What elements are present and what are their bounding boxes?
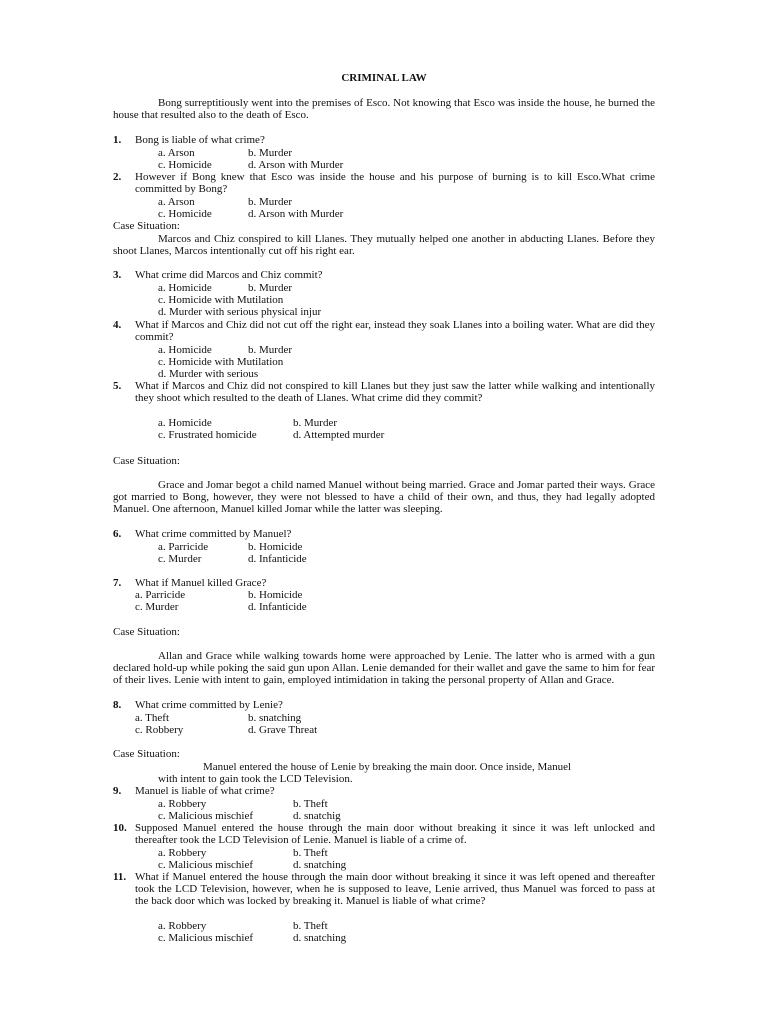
option-c: c. Homicide [158, 159, 212, 171]
option-d: d. Attempted murder [293, 429, 385, 441]
question-text: What crime committed by Manuel? [135, 528, 292, 540]
question-text: What if Marcos and Chiz did not conspired to kill Llanes but they just saw the latter while walking and intentionally they shoot which resulted to the death of Llanes. What crime did they commit? [135, 380, 655, 405]
question-8 [113, 699, 655, 711]
option-b: b. Theft [293, 847, 328, 859]
option-d: d. Grave Threat [248, 724, 318, 736]
case-text-line-2: with intent to gain took the LCD Television. [158, 773, 353, 785]
option-d: d. Arson with Murder [248, 208, 344, 220]
question-number: 10. [113, 822, 127, 834]
option-a: a. Robbery [158, 798, 207, 810]
question-number: 4. [113, 319, 122, 331]
option-d: d. Murder with serious [158, 368, 259, 380]
question-number: 5. [113, 380, 122, 392]
option-b: b. snatching [248, 712, 302, 724]
case-situation-label: Case Situation: [113, 626, 180, 638]
option-a: a. Homicide [158, 344, 212, 356]
option-c: c. Frustrated homicide [158, 429, 257, 441]
case-text: Marcos and Chiz conspired to kill Llanes. They mutually helped one another in abducting Llanes. Before they shoot Llanes, Marcos intentionally cut off his right ear. [113, 233, 655, 258]
question-7 [113, 577, 655, 589]
question-5 [113, 380, 655, 404]
question-3 [113, 269, 655, 281]
case-situation-label: Case Situation: [113, 455, 180, 467]
question-number: 2. [113, 171, 122, 183]
option-c: c. Homicide with Mutilation [158, 294, 284, 306]
option-d: d. snatchig [293, 810, 341, 822]
question-number: 11. [113, 871, 127, 883]
option-b: b. Murder [248, 282, 292, 294]
question-1 [113, 134, 655, 146]
question-text: What if Manuel entered the house through the main door without breaking it since it was left opened and thereafter took the LCD Television, however, when he is supposed to leave, Lenie arrived, thus Manuel was forced to pass at the back door which was locked by breaking it. Manuel is liable of what crime? [135, 871, 655, 908]
option-d: d. snatching [293, 932, 347, 944]
question-4 [113, 319, 655, 343]
intro-text: Bong surreptitiously went into the premises of Esco. Not knowing that Esco was inside the house, he burned the house that resulted also to the death of Esco. [113, 97, 655, 122]
question-number: 8. [113, 699, 122, 711]
option-d: d. Infanticide [248, 553, 307, 565]
question-10 [113, 822, 655, 846]
case-situation-label: Case Situation: [113, 220, 180, 232]
option-a: a. Theft [135, 712, 170, 724]
option-c: c. Murder [135, 601, 179, 613]
option-a: a. Arson [158, 196, 195, 208]
option-a: a. Robbery [158, 920, 207, 932]
option-a: a. Homicide [158, 282, 212, 294]
intro-paragraph [113, 97, 655, 121]
question-number: 6. [113, 528, 122, 540]
question-text: Supposed Manuel entered the house through the main door without breaking it since it was left unlocked and thereafter took the LCD Television of Lenie. Manuel is liable of a crime of. [135, 822, 655, 847]
question-number: 1. [113, 134, 122, 146]
case-text: Grace and Jomar begot a child named Manuel without being married. Grace and Jomar parted their ways. Grace got married to Bong, however, they were not blessed to have a child of their own, and thus, they had legally adopted Manuel. One afternoon, Manuel killed Jomar while the latter was sleeping. [113, 479, 655, 516]
option-c: c. Robbery [135, 724, 184, 736]
option-c: c. Homicide [158, 208, 212, 220]
question-9 [113, 785, 655, 797]
option-b: b. Murder [248, 147, 292, 159]
question-number: 7. [113, 577, 122, 589]
option-b: b. Murder [293, 417, 337, 429]
case-text-line-1: Manuel entered the house of Lenie by breaking the main door. Once inside, Manuel [203, 761, 572, 773]
option-b: b. Theft [293, 920, 328, 932]
option-b: b. Theft [293, 798, 328, 810]
question-text: What if Manuel killed Grace? [135, 577, 267, 589]
option-c: c. Homicide with Mutilation [158, 356, 284, 368]
option-a: a. Robbery [158, 847, 207, 859]
option-b: b. Homicide [248, 589, 303, 601]
case-paragraph-1 [113, 233, 655, 257]
question-number: 3. [113, 269, 122, 281]
option-d: d. Murder with serious physical injur [158, 306, 322, 318]
question-text: What if Marcos and Chiz did not cut off the right ear, instead they soak Llanes into a boiling water. What are did they commit? [135, 319, 655, 344]
option-c: c. Malicious mischief [158, 859, 254, 871]
option-a: a. Homicide [158, 417, 212, 429]
question-text: Manuel is liable of what crime? [135, 785, 275, 797]
question-text: What crime committed by Lenie? [135, 699, 283, 711]
question-11 [113, 871, 655, 908]
case-paragraph-2 [113, 479, 655, 516]
option-b: b. Murder [248, 196, 292, 208]
option-b: b. Murder [248, 344, 292, 356]
question-2 [113, 171, 655, 195]
question-text: However if Bong knew that Esco was inside the house and his purpose of burning is to kill Esco.What crime committed by Bong? [135, 171, 655, 196]
case-paragraph-3 [113, 650, 655, 687]
question-number: 9. [113, 785, 122, 797]
question-text: What crime did Marcos and Chiz commit? [135, 269, 323, 281]
case-text: Allan and Grace while walking towards home were approached by Lenie. The latter who is armed with a gun declared hold-up while poking the said gun upon Allan. Lenie demanded for their wallet and gave the same to him for fear of their lives. Lenie with intent to gain, employed intimidation in taking the personal property of Allan and Grace. [113, 650, 655, 687]
option-a: a. Arson [158, 147, 195, 159]
option-d: d. Arson with Murder [248, 159, 344, 171]
option-a: a. Parricide [158, 541, 209, 553]
option-d: d. Infanticide [248, 601, 307, 613]
option-d: d. snatching [293, 859, 347, 871]
case-situation-label: Case Situation: [113, 748, 180, 760]
option-c: c. Malicious mischief [158, 932, 254, 944]
option-c: c. Murder [158, 553, 202, 565]
question-text: Bong is liable of what crime? [135, 134, 265, 146]
document-title: CRIMINAL LAW [341, 72, 427, 84]
option-b: b. Homicide [248, 541, 303, 553]
question-6 [113, 528, 655, 540]
option-a: a. Parricide [135, 589, 186, 601]
option-c: c. Malicious mischief [158, 810, 254, 822]
